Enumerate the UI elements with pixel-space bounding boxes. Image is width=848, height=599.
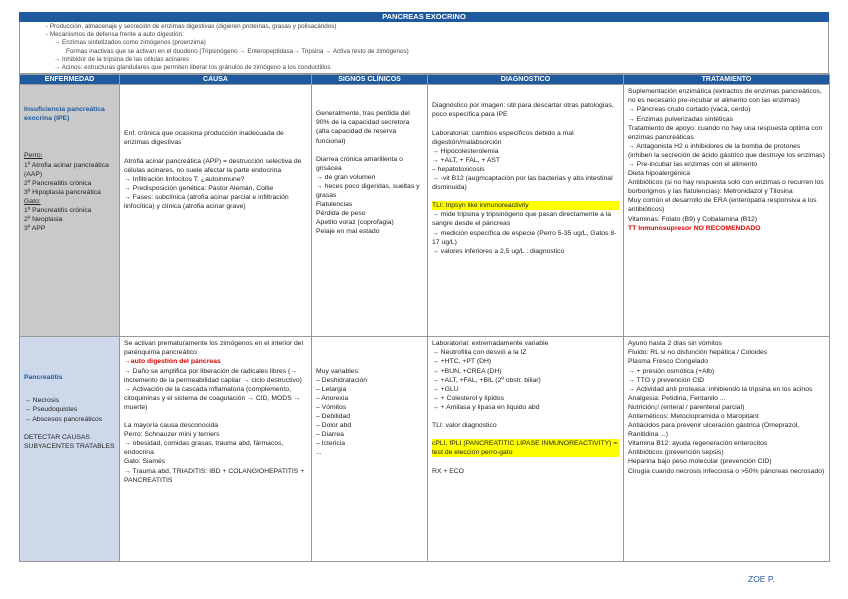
cause-cell: [120, 85, 312, 337]
cell-line: Laboratorial: cambios específicos debido a mal digestión/malabsorción: [432, 129, 574, 146]
cell-line: – Anorexia: [316, 394, 349, 402]
cell-line: → +HTC, +PT (DH): [432, 358, 492, 366]
disease-title: Pancreatitis: [24, 374, 63, 382]
cell-line: 3º Hipoplasia pancreática: [24, 188, 101, 196]
intro-line: Formas inactivas que se activan en el duodeno (Tripsinógeno → Enteropeptidasa→ Tripsina → Activa resto de zimógenos): [66, 47, 409, 55]
cell-line: → Pre-incubar las enzimas con el alimento: [628, 160, 758, 168]
cell-line: Pérdida de peso: [316, 210, 366, 218]
cell-line: Diarrea crónica amarillenta o grisácea: [316, 155, 403, 172]
cell-line: → Abscesos pancreáticos: [24, 415, 103, 423]
cell-line: → Trauma abd, TRIADITIS: IBD + COLANGIOHEPATITIS + PANCREATITIS: [124, 467, 305, 484]
cell-line: – Diarrea: [316, 431, 344, 439]
cell-line: → + presión osmótica (+Alb): [628, 367, 715, 375]
cell-line: Plasma Fresco Congelado: [628, 358, 709, 366]
cell-line: Generalmente, tras perdida del 90% de la capacidad secretora (alta capacidad de reserva funcional): [316, 110, 410, 145]
cell-line: → Pseudoquistes: [24, 406, 78, 414]
cell-line: → Páncreas crudo cortado (vaca, cerdo): [628, 106, 751, 114]
cell-line: → de gran volumen: [316, 173, 376, 181]
cell-line: Dieta hipoalergénica: [628, 170, 690, 178]
cell-line: – Dolor abd: [316, 422, 352, 430]
intro-notes: [19, 22, 829, 74]
pancreas-table: [19, 74, 830, 562]
cell-line: [124, 412, 307, 421]
cell-line: Diagnóstico por imagen: útil para descartar otras patologías, poco específica para IPE: [432, 102, 614, 119]
cell-line: → + Amilasa y lipasa en liquido abd: [432, 403, 540, 411]
cell-line: Perro: Schnauzer mini y terriers: [124, 431, 220, 439]
cell-line: Se activan prematuramente los zimógenos en el interior del parénquima pancreático: [124, 340, 304, 357]
cell-line: → Enzimas pulverizadas sintéticas: [628, 115, 734, 123]
header-diagnosis: DIAGNOSTICO: [428, 75, 624, 85]
cell-line: Muy común el desarrollo de ERA (enteropatía responsiva a los antibióticos): [628, 197, 817, 214]
cell-line: Antibióticos (si no hay respuesta solo con enzimas o recurren los borborigmos y las flatulencias): Metronidazol y Tilosina: [628, 179, 824, 196]
cell-line: → TTO y prevención CID: [628, 376, 705, 384]
cell-line: Ayuno hasta 2 días sin vómitos: [628, 340, 722, 348]
header-signs: SIGNOS CLÍNICOS: [312, 75, 428, 85]
intro-line: → Acinos: estructuras glandulares que permiten liberar los gránulos de zimógeno a los conductillos: [54, 64, 331, 72]
cell-line: Perro:: [24, 152, 43, 160]
cell-line: cPLI, fPLI (PANCREATITIC LIPASE INMUNOREACTIVITY) = test de elección perro-gato: [432, 440, 618, 457]
cell-line: 3º APP: [24, 225, 46, 233]
cell-line: → +GLU: [432, 385, 459, 393]
cell-line: La mayoría causa desconocida: [124, 422, 219, 430]
cell-line: TLI: tripsyn like inmunoreactivity: [432, 201, 619, 210]
cell-line: → medición específica de especie (Perro 5-35 ug/L, Gatos 8-17 ug/L): [432, 229, 617, 246]
treatment-lines: [628, 87, 825, 233]
disease-cell: [20, 85, 120, 337]
cell-line: → Infiltración linfocitos T: ¿autoinmune?: [124, 175, 245, 183]
cell-line: – Ictericia: [316, 440, 346, 448]
cell-line: 2º Neoplasia: [24, 216, 63, 224]
cell-line: Gato:: [24, 197, 41, 205]
cell-line: → +ALT, + FAL, + AST: [432, 156, 501, 164]
cell-line: → Neutrofilia con desvió a la IZ: [432, 349, 527, 357]
cell-line: Apetito voraz (coprofagia): [316, 219, 394, 227]
cell-line: → +BUN, +CREA (DH): [432, 367, 502, 375]
diagnosis-lines: [432, 101, 619, 256]
signs-cell: [312, 337, 428, 562]
table-header-row: [20, 75, 830, 85]
intro-line: - Mecanismos de defensa frente a auto digestión:: [46, 31, 184, 39]
disease-title: Insuficiencia pancreática exocrina (IPE): [24, 106, 105, 123]
cell-line: →auto digestión del páncreas: [124, 358, 221, 366]
cause-cell: [120, 337, 312, 562]
cell-line: [432, 430, 619, 439]
cell-line: [316, 339, 423, 348]
cell-line: ...: [316, 449, 322, 457]
cause-lines: [124, 339, 307, 485]
signs-lines: [316, 339, 423, 457]
cell-line: → Predisposición genética: Pastor Alemán, Collie: [124, 184, 274, 192]
cell-line: Gato: Siamés: [124, 458, 166, 466]
diagnosis-lines: [432, 339, 619, 475]
cell-line: Vitamina B12: ayuda regeneración enterocitos: [628, 440, 768, 448]
treatment-cell: [624, 85, 830, 337]
cell-line: Nutrición¡! (enteral / parenteral parcial): [628, 403, 745, 411]
cell-line: Fluido: RL si no disfunción hepática / Coloides: [628, 349, 768, 357]
cause-lines: [124, 129, 307, 211]
cell-line: Antieméticos: Metoclopramida o Maropitant: [628, 412, 759, 420]
cell-line: [432, 192, 619, 201]
diagnosis-cell: [428, 337, 624, 562]
cell-line: Atrofia acinar pancreática (APP) = destrucción selectiva de células acinares, no suele afectar la parte endocrina: [124, 157, 302, 174]
cell-line: Analgesia: Petidina, Fentanilo ...: [628, 394, 726, 402]
disease-lines: [24, 151, 115, 233]
cell-line: → obesidad, comidas grasas, trauma abd, fármacos, endocrina: [124, 440, 284, 457]
cell-line: DETECTAR CAUSAS SUBYACENTES TRATABLES: [24, 433, 115, 450]
cell-line: [316, 146, 423, 155]
cell-line: – Deshidratación: [316, 376, 368, 384]
cell-line: → Fases: subclínica (atrofia acinar parcial e infiltración linfocítica) y clínica (atrofia acinar grave): [124, 193, 289, 210]
header-cause: CAUSA: [120, 75, 312, 85]
treatment-cell: [624, 337, 830, 562]
cell-line: Antiácidos para prevenir ulceración gástrica (Omeprazol, Ranitidina ...): [628, 422, 800, 439]
cell-line: Heparina bajo peso molecular (prevención CID): [628, 458, 772, 466]
cell-line: Vitaminas: Folato (B9) y Cobalamina (B12): [628, 215, 758, 223]
table-row-ipe: [20, 85, 830, 337]
cell-line: 1º Atrofia acinar pancreática (AAP): [24, 161, 109, 178]
cell-line: 2º Pancreatitis crónica: [24, 179, 92, 187]
cell-line: RX + ECO: [432, 467, 464, 475]
cell-line: [432, 457, 619, 466]
cell-line: TLI: valor diagnostico: [432, 422, 497, 430]
sheet-title: PANCREAS EXOCRINO: [19, 12, 829, 22]
cell-line: – hepatotoxicosis: [432, 165, 485, 173]
cell-line: Enf. crónica que ocasiona producción inadecuada de enzimas digestivas: [124, 130, 284, 147]
disease-cell: [20, 337, 120, 562]
cell-line: Pelaje en mal estado: [316, 228, 380, 236]
cell-line: Laboratorial: extremadamente variable: [432, 340, 549, 348]
cell-line: Tratamiento de apoyo: cuando no hay una respuesta optima con enzimas pancreáticas: [628, 124, 823, 141]
signs-cell: [312, 85, 428, 337]
cell-line: Muy variables:: [316, 367, 360, 375]
cell-line: → Hipocolesterolemia: [432, 147, 499, 155]
cell-line: Antibióticos (prevención sepsis): [628, 449, 724, 457]
author-signature: ZOE P.: [748, 574, 775, 584]
cell-line: → Actividad anti proteasa: inhibiendo la tripsina en los acinos: [628, 385, 813, 393]
cell-line: → Daño se amplifica por liberación de radicales libres (→ incremento de la permeabilidad capilar → ciclo destructivo): [124, 367, 302, 384]
cell-line: 1º Pancreatitis crónica: [24, 206, 92, 214]
diagnosis-cell: [428, 85, 624, 337]
header-disease: ENFERMEDAD: [20, 75, 120, 85]
cell-line: → + Colesterol y lípidos: [432, 394, 504, 402]
header-treatment: TRATAMIENTO: [624, 75, 830, 85]
cell-line: Cirugía cuando necrosis infecciosa o >50% páncreas necrosado): [628, 467, 825, 475]
cell-line: TT Inmunosupresor NO RECOMENDADO: [628, 224, 761, 232]
table-row-pancreatitis: [20, 337, 830, 562]
treatment-lines: [628, 339, 825, 475]
cell-line: → Antagonista H2 o inhibidores de la bomba de protones (inhiben la secreción de ácido gástrico que destruye los enzimas): [628, 142, 825, 159]
intro-line: - Producción, almacenaje y secreción de enzimas digestivas (digieren proteínas, grasas y polisacáridos): [46, 23, 337, 30]
summary-sheet: [19, 12, 829, 562]
cell-line: → mide tripsina y tripsinógeno que pasan directamente a la sangre desde el páncreas: [432, 211, 612, 228]
intro-line: → Inhibidor de la tripsina de las células acinares: [54, 55, 190, 63]
cell-line: [432, 412, 619, 421]
cell-line: [316, 348, 423, 357]
cell-line: [432, 119, 619, 128]
cell-line: – Letargia: [316, 385, 347, 393]
cell-line: [24, 424, 115, 433]
cell-line: [124, 147, 307, 156]
cell-line: [316, 357, 423, 366]
cell-line: Suplementación enzimática (extractos de enzimas pancreáticos, no es necesario pre-incubar el alimento con las enzimas): [628, 88, 822, 105]
cell-line: – Debilidad: [316, 412, 351, 420]
cell-line: – Vómitos: [316, 403, 347, 411]
cell-line: → valores inferiores a 2,5 ug/L : diagnostico: [432, 247, 565, 255]
cell-line: Flatulencias: [316, 201, 353, 209]
signs-lines: [316, 109, 423, 236]
intro-line: → Enzimas sintetizados como zimógenos (proenzima): [54, 39, 206, 47]
cell-line: → -vit B12 (augmcaptación por las bacterias y abs intestinal disminuida): [432, 174, 613, 192]
cell-line: → heces poco digeridas, sueltas y grasas: [316, 182, 420, 200]
cell-line: → +ALT, +FAL, +BIL (2º obstr. biliar): [432, 376, 541, 384]
cell-line: → Activación de la cascada inflamatoria (complemento, citoquininas y el sistema de coagulación → CID, MODS → muerte): [124, 385, 301, 411]
disease-lines: [24, 396, 115, 451]
cell-line: → Necrosis: [24, 397, 60, 405]
